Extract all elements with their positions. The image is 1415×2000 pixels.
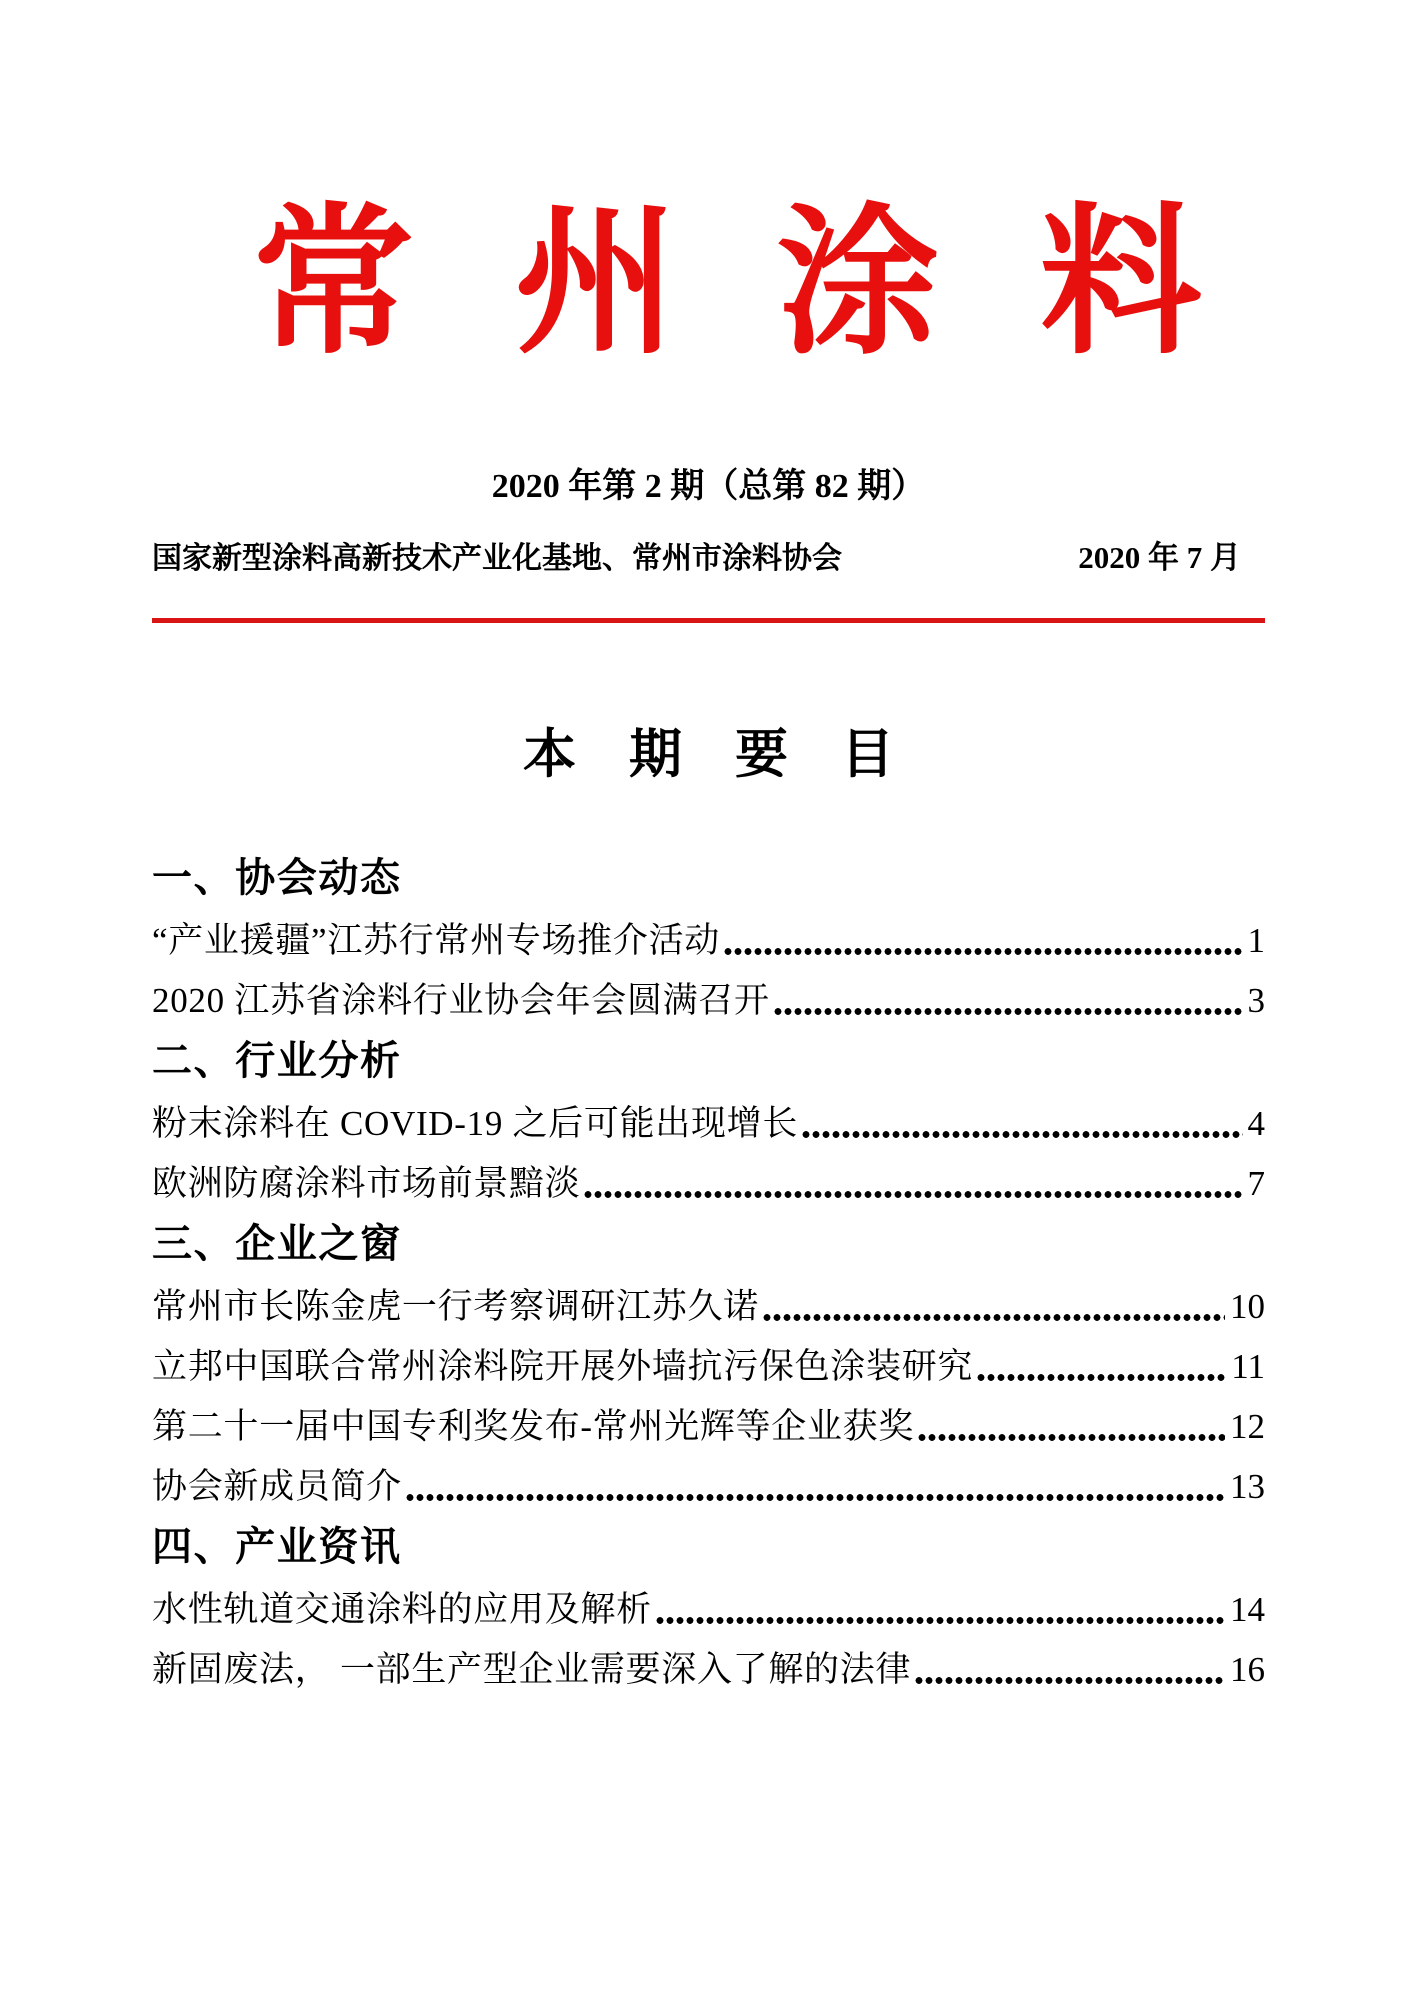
toc-item-title: 粉末涂料在 COVID-19 之后可能出现增长 (152, 1104, 799, 1143)
toc-item-page: 14 (1230, 1590, 1265, 1629)
toc-item (152, 1455, 1265, 1515)
publisher-row (152, 532, 1265, 577)
dot-leader (773, 1006, 1243, 1016)
dot-leader (405, 1492, 1225, 1502)
toc-item-title: 2020 江苏省涂料行业协会年会圆满召开 (152, 981, 770, 1020)
toc-item (152, 1395, 1265, 1455)
issue-number-line: 2020 年第 2 期（总第 82 期） (491, 468, 926, 505)
toc-item-title: 欧洲防腐涂料市场前景黯淡 (152, 1164, 581, 1203)
toc-item (152, 1578, 1265, 1638)
table-of-contents (152, 846, 1265, 1698)
dot-leader (976, 1372, 1226, 1382)
toc-item-page: 4 (1247, 1104, 1265, 1143)
dot-leader (583, 1189, 1242, 1199)
dot-leader (655, 1615, 1225, 1625)
toc-section-label: 二、行业分析 (152, 1038, 402, 1083)
toc-item-page: 7 (1247, 1164, 1265, 1203)
toc-item-page: 3 (1247, 981, 1265, 1020)
toc-item-page: 12 (1230, 1407, 1265, 1446)
toc-section-label: 四、产业资讯 (152, 1524, 402, 1569)
publisher-name: 国家新型涂料高新技术产业化基地、常州市涂料协会 (152, 542, 842, 575)
publication-date: 2020 年 7 月 (1078, 540, 1241, 575)
toc-item-page: 11 (1231, 1347, 1265, 1386)
toc-item-title: 水性轨道交通涂料的应用及解析 (152, 1590, 652, 1629)
dot-leader (723, 946, 1243, 956)
dot-leader (914, 1675, 1225, 1685)
toc-item (152, 1638, 1265, 1698)
toc-item-page: 10 (1230, 1287, 1265, 1326)
red-divider-rule (152, 618, 1265, 623)
toc-item-title: 新固废法， 一部生产型企业需要深入了解的法律 (152, 1650, 912, 1689)
toc-item-title: 立邦中国联合常州涂料院开展外墙抗污保色涂装研究 (152, 1347, 974, 1386)
toc-item-page: 16 (1230, 1650, 1265, 1689)
toc-item (152, 1152, 1265, 1212)
toc-section-label: 一、协会动态 (152, 855, 402, 900)
journal-title: 常州涂料 (252, 187, 1303, 377)
toc-item-title: 协会新成员简介 (152, 1467, 402, 1506)
contents-heading: 本期要目 (523, 725, 947, 784)
toc-item-page: 13 (1230, 1467, 1265, 1506)
toc-item (152, 1335, 1265, 1395)
toc-section-label: 三、企业之窗 (152, 1221, 402, 1266)
toc-item (152, 909, 1265, 969)
dot-leader (801, 1129, 1242, 1139)
toc-item-title: 第二十一届中国专利奖发布-常州光辉等企业获奖 (152, 1407, 915, 1446)
toc-item-title: 常州市长陈金虎一行考察调研江苏久诺 (152, 1287, 759, 1326)
toc-item (152, 969, 1265, 1029)
toc-item-title: “产业援疆”江苏行常州专场推介活动 (152, 921, 720, 960)
dot-leader (917, 1432, 1225, 1442)
dot-leader (762, 1312, 1225, 1322)
toc-item (152, 1092, 1265, 1152)
toc-item-page: 1 (1247, 921, 1265, 960)
toc-item (152, 1275, 1265, 1335)
